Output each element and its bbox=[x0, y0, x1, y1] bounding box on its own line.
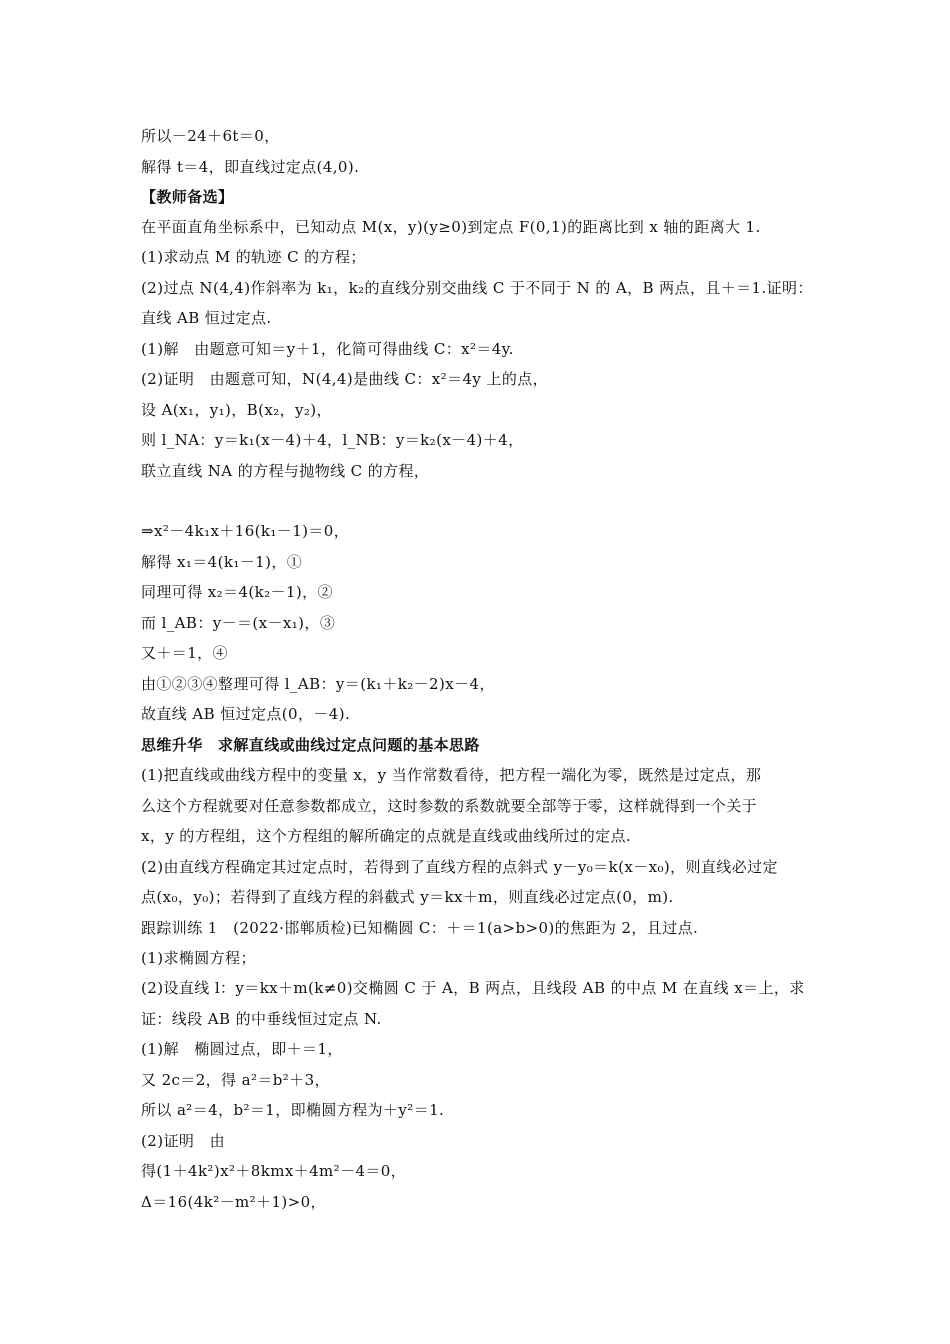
text-line-2: 解得 t＝4，即直线过定点(4,0). bbox=[141, 158, 360, 176]
text-line-17: 又＋＝1，④ bbox=[141, 644, 228, 662]
text-line-15: 同理可得 x₂＝4(k₂－1)，② bbox=[141, 583, 333, 601]
text-line-31: 又 2c＝2，得 a²＝b²＋3， bbox=[141, 1071, 330, 1089]
text-line-10: 设 A(x₁，y₁)，B(x₂，y₂)， bbox=[141, 401, 332, 419]
section-heading-teacher-notes: 【教师备选】 bbox=[141, 188, 234, 206]
text-line-13: ⇒x²－4k₁x＋16(k₁－1)＝0， bbox=[141, 522, 350, 540]
text-line-7: 直线 AB 恒过定点. bbox=[141, 309, 272, 327]
text-line-30: (1)解 椭圆过点，即＋＝1， bbox=[141, 1040, 343, 1058]
text-line-14: 解得 x₁＝4(k₁－1)，① bbox=[141, 553, 303, 571]
section-heading-summary: 思维升华 求解直线或曲线过定点问题的基本思路 bbox=[141, 736, 480, 754]
text-line-16: 而 l_AB：y－＝(x－x₁)，③ bbox=[141, 614, 336, 632]
text-line-27: (1)求椭圆方程； bbox=[141, 949, 256, 967]
text-line-24: (2)由直线方程确定其过定点时，若得到了直线方程的点斜式 y－y₀＝k(x－x₀)，则直线必过定 bbox=[141, 858, 778, 876]
text-line-18: 由①②③④整理可得 l_AB：y＝(k₁＋k₂－2)x－4， bbox=[141, 675, 495, 693]
text-line-12: 联立直线 NA 的方程与抛物线 C 的方程， bbox=[141, 462, 430, 480]
text-line-11: 则 l_NA：y＝k₁(x－4)＋4，l_NB：y＝k₂(x－4)＋4， bbox=[141, 431, 524, 449]
text-line-9: (2)证明 由题意可知，N(4,4)是曲线 C：x²＝4y 上的点， bbox=[141, 370, 549, 388]
text-line-5: (1)求动点 M 的轨迹 C 的方程； bbox=[141, 248, 366, 266]
text-line-35: Δ＝16(4k²－m²＋1)>0， bbox=[141, 1193, 326, 1211]
text-line-28: (2)设直线 l：y＝kx＋m(k≠0)交椭圆 C 于 A，B 两点，且线段 AB 的中点 M 在直线 x＝上，求 bbox=[141, 979, 805, 997]
text-line-4: 在平面直角坐标系中，已知动点 M(x，y)(y≥0)到定点 F(0,1)的距离比到 x 轴的距离大 1. bbox=[141, 218, 761, 236]
section-heading-practice: 跟踪训练 1 (2022·邯郸质检)已知椭圆 C：＋＝1(a>b>0)的焦距为 2，且过点. bbox=[141, 919, 699, 937]
text-line-29: 证：线段 AB 的中垂线恒过定点 N. bbox=[141, 1010, 382, 1028]
text-line-19: 故直线 AB 恒过定点(0，－4). bbox=[141, 705, 351, 723]
text-line-25: 点(x₀，y₀)；若得到了直线方程的斜截式 y＝kx＋m，则直线必过定点(0，m). bbox=[141, 888, 674, 906]
text-line-23: x，y 的方程组，这个方程组的解所确定的点就是直线或曲线所过的定点. bbox=[141, 827, 632, 845]
text-line-6: (2)过点 N(4,4)作斜率为 k₁，k₂的直线分别交曲线 C 于不同于 N 的 A，B 两点，且＋＝1.证明： bbox=[141, 279, 813, 297]
text-line-8: (1)解 由题意可知＝y＋1，化简可得曲线 C：x²＝4y. bbox=[141, 340, 514, 358]
text-line-1: 所以－24＋6t＝0， bbox=[141, 127, 280, 145]
text-line-33: (2)证明 由 bbox=[141, 1132, 226, 1150]
text-line-34: 得(1＋4k²)x²＋8kmx＋4m²－4＝0， bbox=[141, 1162, 407, 1180]
text-line-21: (1)把直线或曲线方程中的变量 x，y 当作常数看待，把方程一端化为零，既然是过定点，那 bbox=[141, 766, 762, 784]
text-line-22: 么这个方程就要对任意参数都成立，这时参数的系数就要全部等于零，这样就得到一个关于 bbox=[141, 797, 758, 815]
text-line-32: 所以 a²＝4，b²＝1，即椭圆方程为＋y²＝1. bbox=[141, 1101, 445, 1119]
